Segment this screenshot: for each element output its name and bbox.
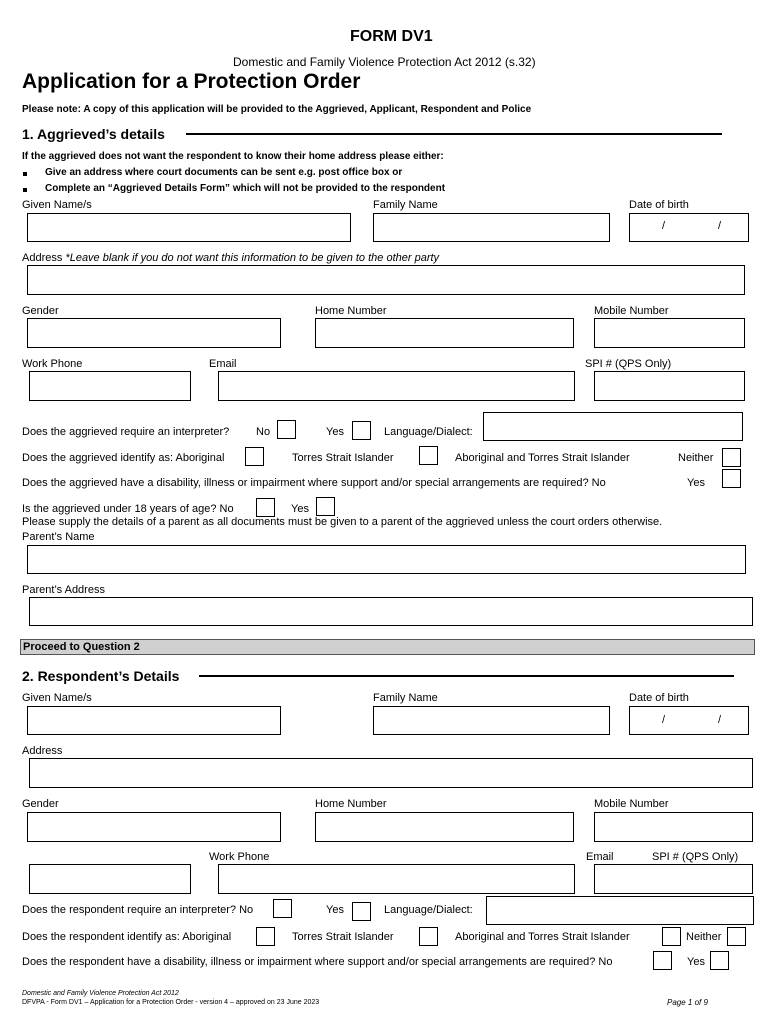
given-names-label: Given Name/s xyxy=(22,199,92,211)
r-disability-yes-label: Yes xyxy=(687,956,705,968)
bullet-text-1: Give an address where court documents can be sent e.g. post office box or xyxy=(45,167,403,178)
interpreter-yes-label: Yes xyxy=(326,426,344,438)
identify-question: Does the aggrieved identify as: Aboriginal xyxy=(22,452,225,464)
r-family-name-label: Family Name xyxy=(373,692,438,704)
disability-question: Does the aggrieved have a disability, illness or impairment where support and/or special arrangements are required? No xyxy=(22,477,606,489)
respondent-home-number-field[interactable] xyxy=(315,812,574,842)
section2-heading: 2. Respondent’s Details xyxy=(22,668,180,684)
interpreter-yes-checkbox[interactable] xyxy=(352,421,371,440)
footer-version: DFVPA - Form DV1 – Application for a Protection Order - version 4 – approved on 23 June 2023 xyxy=(22,999,320,1006)
respondent-language-field[interactable] xyxy=(486,896,754,925)
interpreter-question: Does the aggrieved require an interpreter? xyxy=(22,426,230,438)
home-number-label: Home Number xyxy=(315,305,387,317)
aggrieved-mobile-number-field[interactable] xyxy=(594,318,745,348)
respondent-spi-field[interactable] xyxy=(594,864,753,894)
proceed-banner: Proceed to Question 2 xyxy=(20,639,755,655)
footer-act: Domestic and Family Violence Protection Act 2012 xyxy=(22,990,179,997)
r-dob-separator-1: / xyxy=(662,714,666,726)
address-label-text: Address xyxy=(22,252,63,264)
language-label: Language/Dialect: xyxy=(384,426,473,438)
page-title: Application for a Protection Order xyxy=(22,70,361,93)
email-label: Email xyxy=(209,358,237,370)
work-phone-label: Work Phone xyxy=(22,358,83,370)
bullet-text-2: Complete an “Aggrieved Details Form” which will not be provided to the respondent xyxy=(45,183,446,194)
identify-aboriginal-checkbox[interactable] xyxy=(245,447,264,466)
identify-tsi-checkbox[interactable] xyxy=(419,446,438,465)
respondent-family-name-field[interactable] xyxy=(373,706,610,735)
form-code: FORM DV1 xyxy=(350,28,433,45)
respondent-mobile-number-field[interactable] xyxy=(594,812,753,842)
r-identify-neither-checkbox[interactable] xyxy=(727,927,746,946)
identify-neither-label: Neither xyxy=(678,452,714,464)
aggrieved-email-field[interactable] xyxy=(218,371,575,401)
r-home-number-label: Home Number xyxy=(315,798,387,810)
r-identify-both-label: Aboriginal and Torres Strait Islander xyxy=(455,931,630,943)
copy-note: Please note: A copy of this application will be provided to the Aggrieved, Applicant, Respondent and Police xyxy=(22,104,532,115)
dob-label: Date of birth xyxy=(629,199,689,211)
r-given-names-label: Given Name/s xyxy=(22,692,92,704)
r-interpreter-yes-label: Yes xyxy=(326,904,344,916)
aggrieved-address-field[interactable] xyxy=(27,265,745,295)
footer-page: Page 1 of 9 xyxy=(667,998,708,1007)
aggrieved-dob-field[interactable] xyxy=(629,213,749,242)
disability-yes-checkbox[interactable] xyxy=(722,469,741,488)
r-identify-neither-label: Neither xyxy=(686,931,722,943)
r-disability-yes-checkbox[interactable] xyxy=(710,951,729,970)
aggrieved-family-name-field[interactable] xyxy=(373,213,610,242)
dob-separator-1: / xyxy=(662,220,666,232)
r-identify-tsi-checkbox[interactable] xyxy=(419,927,438,946)
parent-address-field[interactable] xyxy=(29,597,753,626)
r-identify-both-checkbox[interactable] xyxy=(662,927,681,946)
under18-yes-label: Yes xyxy=(291,503,309,515)
gender-label: Gender xyxy=(22,305,59,317)
respondent-given-names-field[interactable] xyxy=(27,706,281,735)
aggrieved-home-number-field[interactable] xyxy=(315,318,574,348)
respondent-address-field[interactable] xyxy=(29,758,753,788)
identify-neither-checkbox[interactable] xyxy=(722,448,741,467)
parent-address-label: Parent’s Address xyxy=(22,584,105,596)
aggrieved-given-names-field[interactable] xyxy=(27,213,351,242)
bullet-1 xyxy=(23,172,27,176)
parent-name-label: Parent’s Name xyxy=(22,531,95,543)
address-note: *Leave blank if you do not want this information to be given to the other party xyxy=(65,252,440,264)
r-interpreter-yes-checkbox[interactable] xyxy=(352,902,371,921)
under18-no-checkbox[interactable] xyxy=(256,498,275,517)
r-identify-aboriginal-checkbox[interactable] xyxy=(256,927,275,946)
under18-yes-checkbox[interactable] xyxy=(316,497,335,516)
r-disability-no-checkbox[interactable] xyxy=(653,951,672,970)
respondent-dob-field[interactable] xyxy=(629,706,749,735)
section1-rule xyxy=(186,133,722,135)
r-dob-separator-2: / xyxy=(718,714,722,726)
section1-heading: 1. Aggrieved’s details xyxy=(22,126,165,142)
r-work-phone-label: Work Phone xyxy=(209,851,270,863)
r-interpreter-question: Does the respondent require an interpreter? No xyxy=(22,904,254,916)
address-intro: If the aggrieved does not want the respondent to know their home address please either: xyxy=(22,151,444,162)
disability-yes-label: Yes xyxy=(687,477,705,489)
dob-separator-2: / xyxy=(718,220,722,232)
r-spi-label: SPI # (QPS Only) xyxy=(652,851,739,863)
respondent-work-phone-field[interactable] xyxy=(29,864,191,894)
aggrieved-spi-field[interactable] xyxy=(594,371,745,401)
interpreter-no-label: No xyxy=(256,426,271,438)
family-name-label: Family Name xyxy=(373,199,438,211)
r-language-label: Language/Dialect: xyxy=(384,904,473,916)
parent-note: Please supply the details of a parent as all documents must be given to a parent of the aggrieved unless the court orders otherwise. xyxy=(22,516,663,528)
r-identify-question: Does the respondent identify as: Aboriginal xyxy=(22,931,232,943)
parent-name-field[interactable] xyxy=(27,545,746,574)
aggrieved-gender-field[interactable] xyxy=(27,318,281,348)
r-gender-label: Gender xyxy=(22,798,59,810)
interpreter-no-checkbox[interactable] xyxy=(277,420,296,439)
r-disability-question: Does the respondent have a disability, illness or impairment where support and/or special arrangements are required? No xyxy=(22,956,613,968)
r-email-label: Email xyxy=(586,851,614,863)
r-mobile-number-label: Mobile Number xyxy=(594,798,669,810)
spi-label: SPI # (QPS Only) xyxy=(585,358,672,370)
respondent-gender-field[interactable] xyxy=(27,812,281,842)
act-reference: Domestic and Family Violence Protection Act 2012 (s.32) xyxy=(233,55,536,69)
address-label xyxy=(22,252,439,264)
respondent-email-field[interactable] xyxy=(218,864,575,894)
r-dob-label: Date of birth xyxy=(629,692,689,704)
bullet-2 xyxy=(23,188,27,192)
r-address-label: Address xyxy=(22,745,63,757)
under18-question: Is the aggrieved under 18 years of age? No xyxy=(22,503,234,515)
identify-tsi-label: Torres Strait Islander xyxy=(292,452,394,464)
mobile-number-label: Mobile Number xyxy=(594,305,669,317)
identify-both-label: Aboriginal and Torres Strait Islander xyxy=(455,452,630,464)
r-interpreter-no-checkbox[interactable] xyxy=(273,899,292,918)
section2-rule xyxy=(199,675,734,677)
r-identify-tsi-label: Torres Strait Islander xyxy=(292,931,394,943)
aggrieved-language-field[interactable] xyxy=(483,412,743,441)
aggrieved-work-phone-field[interactable] xyxy=(29,371,191,401)
